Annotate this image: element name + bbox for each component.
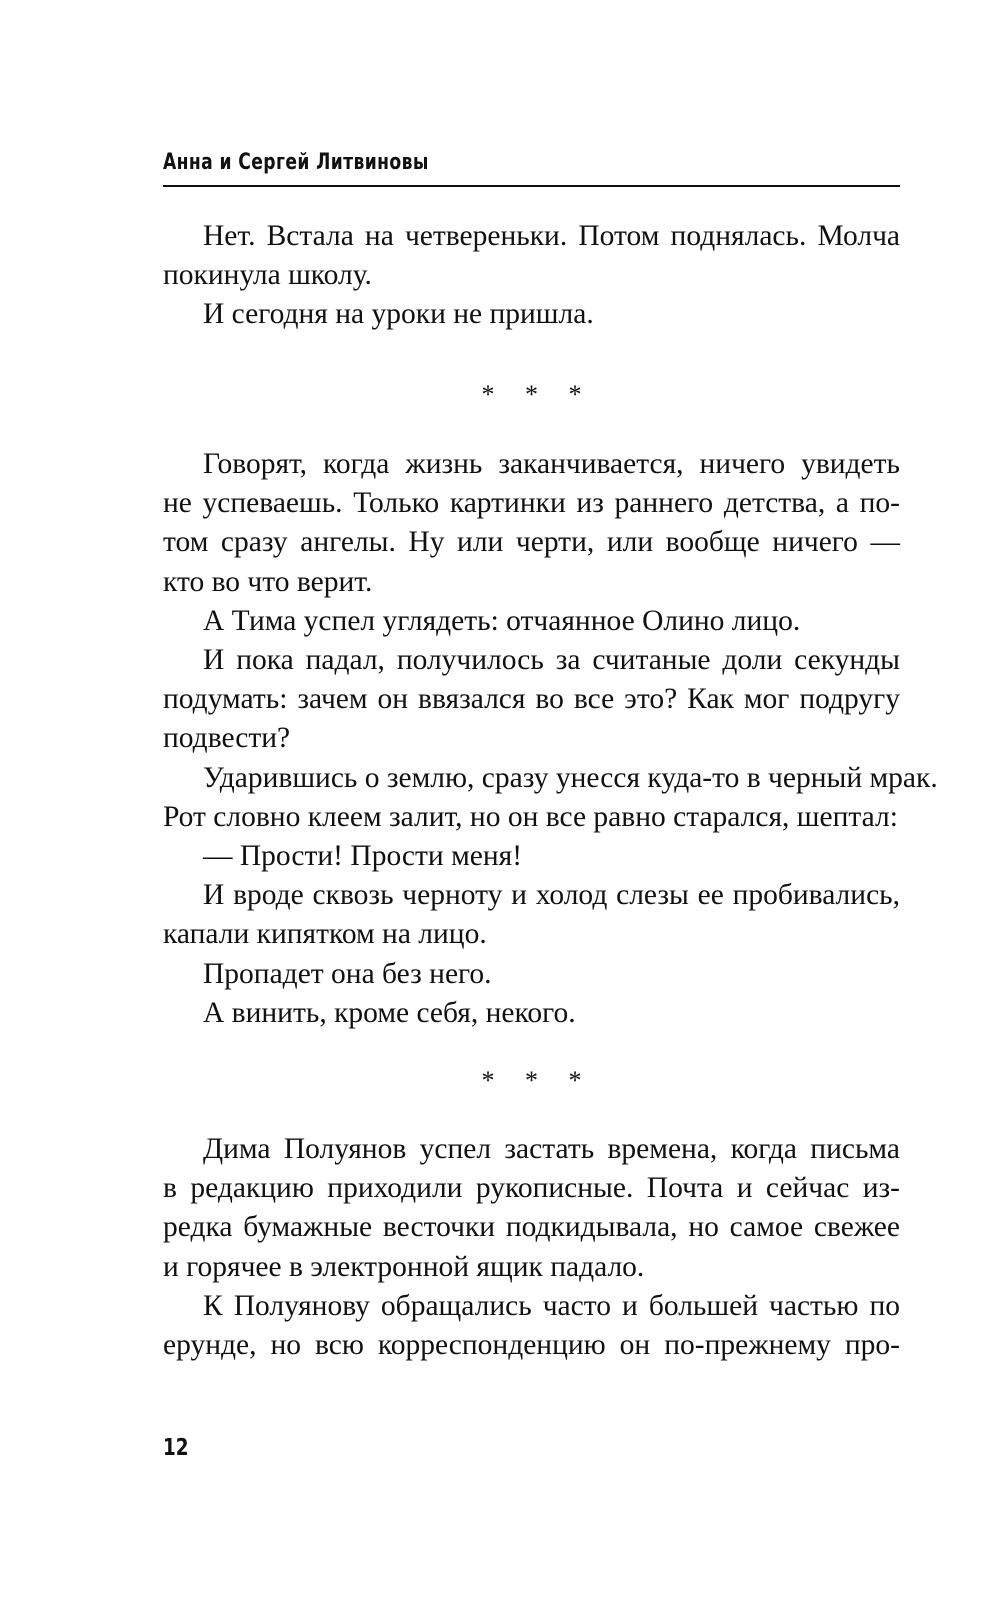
text-line: кто во что верит. [163,565,373,598]
section-separator: * * * [481,1066,594,1095]
text-line: Рот словно клеем залит, но он все равно старался, шептал: [163,800,898,833]
text-line: покинула школу. [163,259,372,292]
text-line: И пока падал, получилось за считаные доли секунды [203,644,900,677]
page-number: 12 [163,1435,189,1461]
text-line: И сегодня на уроки не пришла. [203,298,594,331]
section-2 [163,445,938,1033]
section-3 [163,1130,900,1365]
text-line: редка бумажные весточки подкидывала, но самое свежее [163,1211,900,1244]
text-line: Ударившись о землю, сразу унесся куда-то в черный мрак. [203,761,938,794]
text-line: Дима Полуянов успел застать времена, когда письма [203,1133,900,1165]
section-separator: * * * [481,380,594,409]
text-line: А Тима успел углядеть: отчаянное Олино лицо. [203,604,801,637]
text-line: Нет. Встала на четвереньки. Потом поднялась. Молча [203,220,900,252]
text-line: Пропадет она без него. [203,957,492,990]
text-line: том сразу ангелы. Ну или черти, или вообще ничего — [163,526,900,559]
running-head-authors: Анна и Сергей Литвиновы [163,150,429,175]
text-line: А винить, кроме себя, некого. [203,996,576,1029]
text-line: в редакцию приходили рукописные. Почта и сейчас из- [163,1172,900,1205]
text-line: ерунде, но всю корреспонденцию он по-прежнему про- [163,1329,900,1362]
text-line: подумать: зачем он ввязался во все это? Как мог подругу [163,683,900,716]
text-line: не успеваешь. Только картинки из раннего детства, а по- [163,487,900,520]
text-line: И вроде сквозь черноту и холод слезы ее пробивались, [203,879,900,912]
section-1 [163,217,900,335]
text-line: подвести? [163,722,291,755]
header-rule [163,185,900,187]
text-line: капали кипятком на лицо. [163,918,487,951]
text-line: — Прости! Прости меня! [203,840,523,873]
text-line: К Полуянову обращались часто и большей частью по [203,1289,900,1322]
text-line: и горячее в электронной ящик падало. [163,1250,645,1283]
text-line: Говорят, когда жизнь заканчивается, ничего увидеть [203,448,900,480]
